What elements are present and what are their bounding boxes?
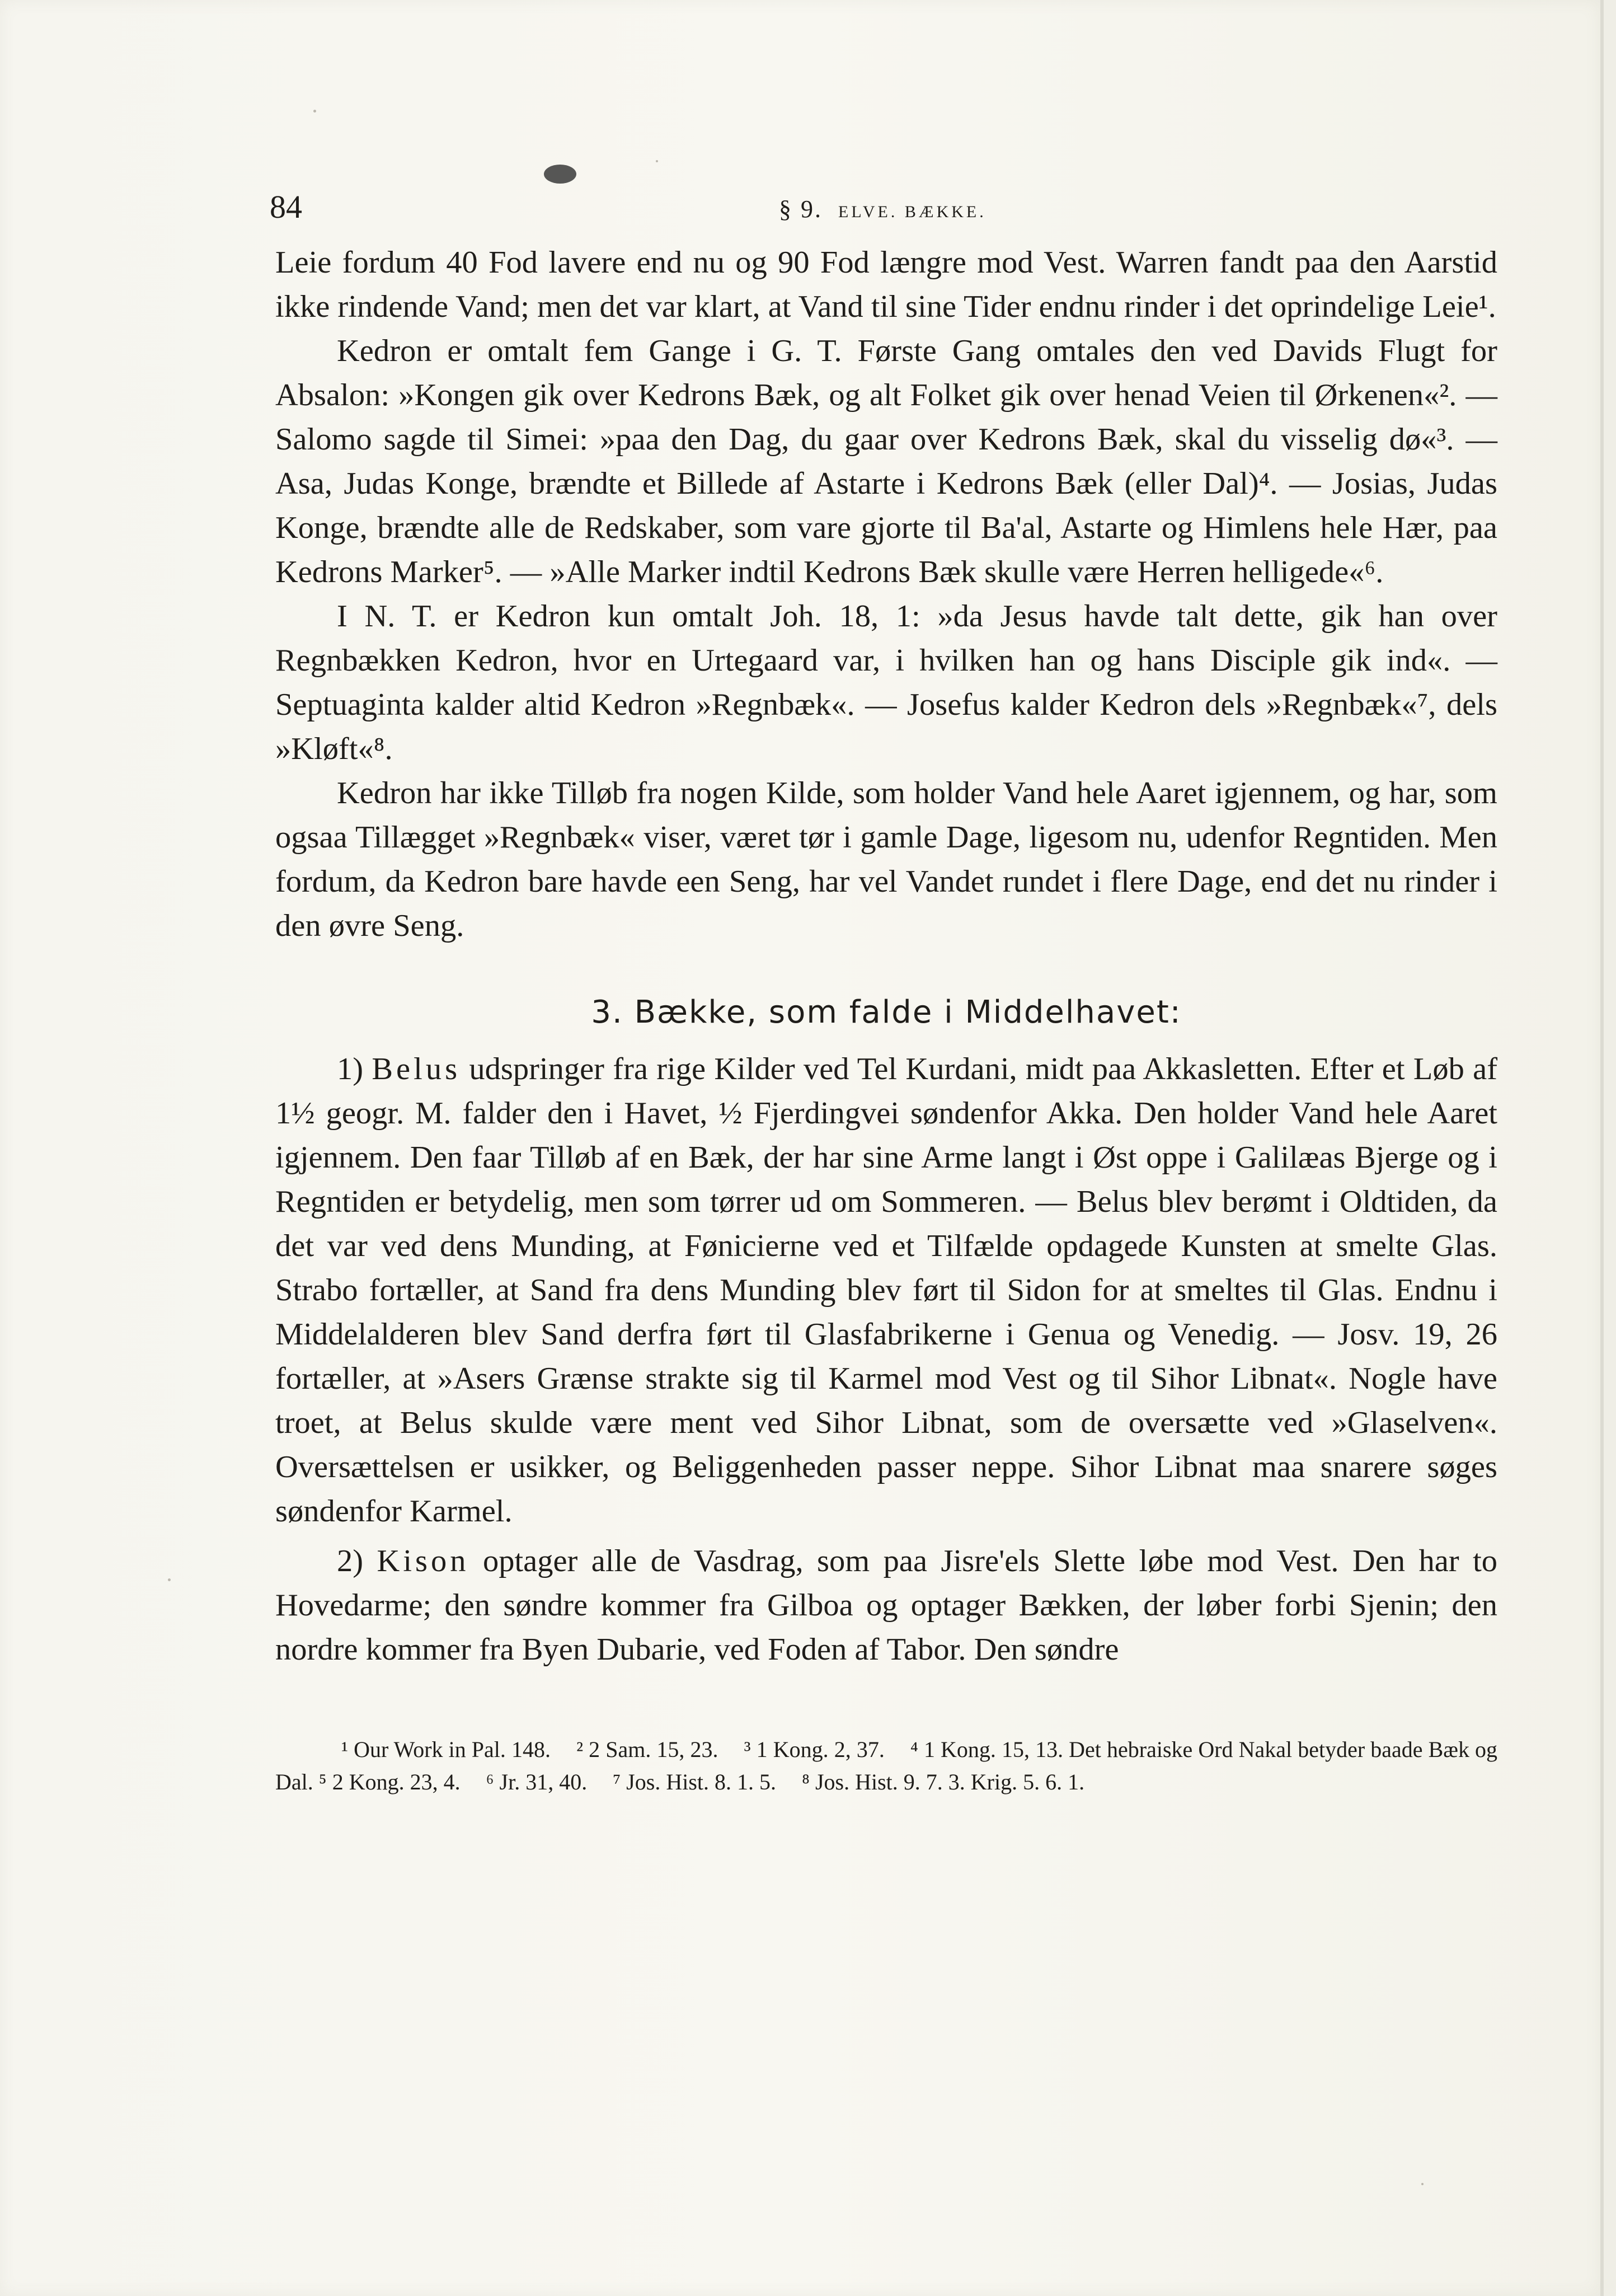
- item-text: optager alle de Vasdrag, som paa Jisre'els Slette løbe mod Vest. Den har to Hovedarme; den søndre kommer fra Gilboa og optager Bækken, der løber forbi Sjenin; den nordre kommer fra Byen Dubarie, ved Foden af Tabor. Den søndre: [275, 1544, 1498, 1667]
- item-name: Belus: [372, 1052, 461, 1086]
- page-number: 84: [270, 189, 302, 225]
- footnote: ² 2 Sam. 15, 23.: [576, 1737, 718, 1762]
- footnote: ⁶ Jr. 31, 40.: [486, 1769, 588, 1794]
- paragraph: Leie fordum 40 Fod lavere end nu og 90 Fod længre mod Vest. Warren fandt paa den Aarstid ikke rindende Vand; men det var klart, at Vand til sine Tider endnu rinder i det oprindelige Leie¹.: [275, 245, 1497, 324]
- paragraph: I N. T. er Kedron kun omtalt Joh. 18, 1: »da Jesus havde talt dette, gik han over Regnbækken Kedron, hvor en Urtegaard var, i hvilken han og hans Disciple gik ind«. — Septuaginta kalder altid Kedron »Regnbæk«. — Josefus kalder Kedron dels »Regnbæk«⁷, dels »Kløft«⁸.: [275, 599, 1497, 766]
- paper-speck: [168, 1578, 171, 1581]
- footnote: ⁷ Jos. Hist. 8. 1. 5.: [613, 1769, 776, 1794]
- footnote: ³ 1 Kong. 2, 37.: [744, 1737, 885, 1762]
- footnote: ⁸ Jos. Hist. 9. 7. 3. Krig. 5. 6. 1.: [802, 1769, 1085, 1794]
- item-name: Kison: [377, 1544, 469, 1578]
- paper-speck: [1421, 2183, 1424, 2185]
- item-number: 1): [337, 1052, 364, 1086]
- section-title: ELVE. BÆKKE.: [838, 203, 986, 221]
- page-text: [270, 185, 1498, 1798]
- paragraph: Kedron har ikke Tilløb fra nogen Kilde, som holder Vand hele Aaret igjennem, og har, som ogsaa Tillægget »Regnbæk« viser, været tør i gamle Dage, ligesom nu, udenfor Regntiden. Men fordum, da Kedron bare havde een Seng, har vel Vandet rundet i flere Dage, end det nu rinder i den øvre Seng.: [275, 776, 1497, 943]
- list-item: [275, 1539, 1497, 1672]
- paragraph: Kedron er omtalt fem Gange i G. T. Første Gang omtales den ved Davids Flugt for Absalon: »Kongen gik over Kedrons Bæk, og alt Folket gik over henad Veien til Ørkenen«². — Salomo sagde til Simei: »paa den Dag, du gaar over Kedrons Bæk, skal du visselig dø«³. — Asa, Judas Konge, brændte et Billede af Astarte i Kedrons Bæk (eller Dal)⁴. — Josias, Judas Konge, brændte alle de Redskaber, som vare gjorte til Ba'al, Astarte og Himlens hele Hær, paa Kedrons Marker⁵. — »Alle Marker indtil Kedrons Bæk skulle være Herren helligede«⁶.: [275, 334, 1497, 589]
- item-number: 2): [337, 1544, 364, 1578]
- footnote: ¹ Our Work in Pal. 148.: [341, 1737, 551, 1762]
- footnotes: [275, 1733, 1497, 1798]
- paper-speck: [656, 160, 658, 162]
- item-text: udspringer fra rige Kilder ved Tel Kurdani, midt paa Akkasletten. Efter et Løb af 1½ geogr. M. falder den i Havet, ½ Fjerdingvei søndenfor Akka. Den holder Vand hele Aaret igjennem. Den faar Tilløb af en Bæk, der har sine Arme langt i Øst oppe i Galilæas Bjerge og i Regntiden er betydelig, men som tørrer ud om Sommeren. — Belus blev berømt i Oldtiden, da det var ved dens Munding, at Fønicierne ved et Tilfælde opdagede Kunsten at smelte Glas. Strabo fortæller, at Sand fra dens Munding blev ført til Sidon for at smeltes til Glas. Endnu i Middelalderen blev Sand derfra ført til Glasfabrikerne i Genua og Venedig. — Josv. 19, 26 fortæller, at »Asers Grænse strakte sig til Karmel mod Vest og til Sihor Libnat«. Nogle have troet, at Belus skulde være ment ved Sihor Libnat, som de oversætte ved »Glaselven«. Oversættelsen er usikker, og Beliggenheden passer neppe. Sihor Libnat maa snarere søges søndenfor Karmel.: [275, 1052, 1498, 1529]
- section-symbol: § 9.: [779, 195, 823, 223]
- footnote: ⁴ 1 Kong. 15, 13. Det hebraiske Ord Nakal betyder baade Bæk og Dal.: [275, 1737, 1498, 1794]
- subsection-heading: 3. Bække, som falde i Middelhavet:: [591, 994, 1182, 1030]
- list-item: [275, 1047, 1497, 1534]
- paper-speck: [313, 110, 316, 113]
- ink-blot-mark: [544, 165, 576, 184]
- section-heading: [779, 195, 986, 223]
- footnote: ⁵ 2 Kong. 23, 4.: [318, 1769, 461, 1794]
- running-header: [270, 185, 1497, 241]
